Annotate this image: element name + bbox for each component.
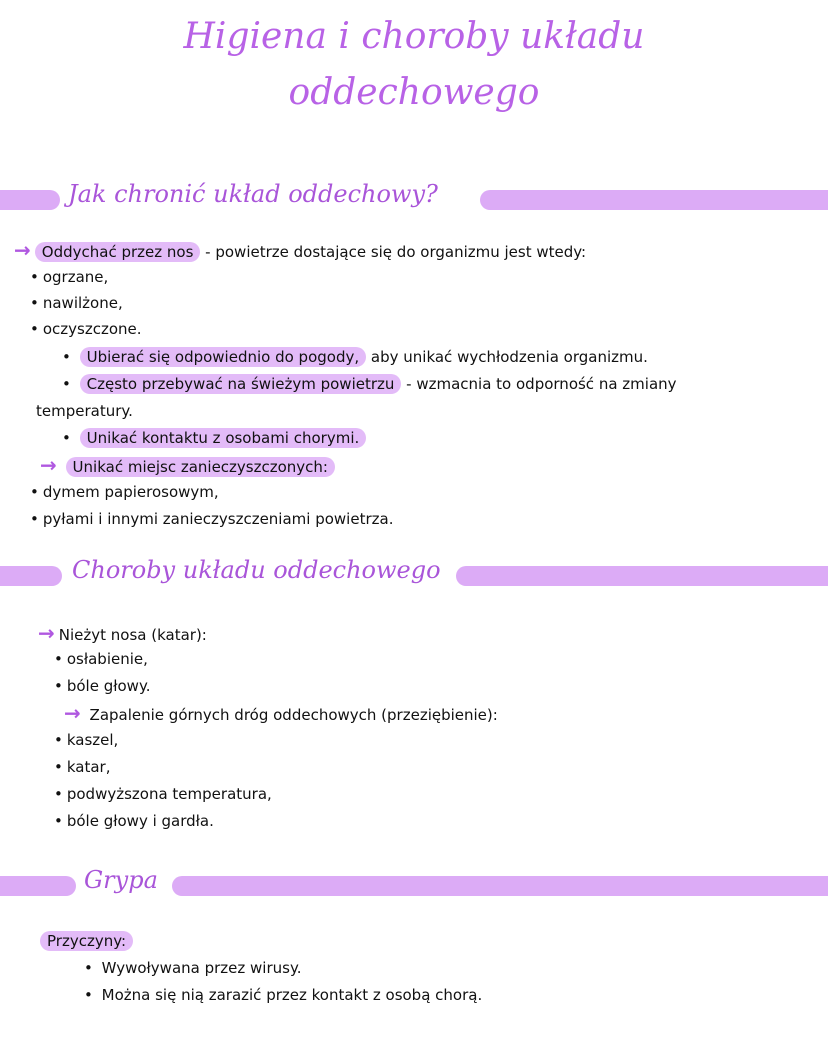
arrow-icon: →	[64, 701, 81, 725]
list-item: • Wywoływana przez wirusy.	[84, 959, 302, 977]
line-air: • Często przebywać na świeżym powietrzu - wzmacnia to odporność na zmiany	[62, 375, 677, 393]
arrow-icon: →	[38, 621, 55, 645]
list-item: • Można się nią zarazić przez kontakt z osobą chorą.	[84, 986, 483, 1004]
section-bar-right	[480, 190, 828, 210]
list-item: • podwyższona temperatura,	[54, 785, 272, 803]
arrow-icon: →	[40, 453, 57, 477]
highlight: Oddychać przez nos	[35, 242, 201, 262]
line-nose	[14, 239, 586, 263]
list-item: • pyłami i innymi zanieczyszczeniami powietrza.	[30, 510, 394, 528]
list-item: • kaszel,	[54, 731, 119, 749]
list-item: • oczyszczone.	[30, 320, 142, 338]
list-item: • bóle głowy i gardła.	[54, 812, 214, 830]
line-contact: • Unikać kontaktu z osobami chorymi.	[62, 427, 366, 449]
list-item: • dymem papierosowym,	[30, 483, 219, 501]
highlight: Często przebywać na świeżym powietrzu	[80, 374, 402, 394]
section-bar-left	[0, 876, 76, 896]
section-heading-flu: Grypa	[84, 866, 158, 894]
page-title-line1: Higiena i choroby układu	[183, 16, 645, 57]
section-bar-right	[456, 566, 828, 586]
page-title-line2: oddechowego	[288, 72, 540, 113]
highlight: Unikać miejsc zanieczyszczonych:	[66, 457, 335, 477]
highlight: Unikać kontaktu z osobami chorymi.	[80, 428, 367, 448]
list-item: • ogrzane,	[30, 268, 109, 286]
arrow-icon: →	[14, 238, 31, 262]
highlight: Ubierać się odpowiednio do pogody,	[80, 347, 366, 367]
section-bar-left	[0, 566, 62, 586]
line-polluted	[40, 454, 335, 478]
text: - powietrze dostające się do organizmu jest wtedy:	[205, 243, 587, 261]
section-bar-right	[172, 876, 828, 896]
section-heading-diseases: Choroby układu oddechowego	[72, 556, 441, 584]
line-dress: • Ubierać się odpowiednio do pogody, aby unikać wychłodzenia organizmu.	[62, 348, 648, 366]
line-air-cont: temperatury.	[36, 402, 133, 420]
list-item: • nawilżone,	[30, 294, 123, 312]
causes-label: Przyczyny:	[40, 930, 133, 952]
line-katar: → Nieżyt nosa (katar):	[38, 621, 207, 645]
line-cold: → Zapalenie górnych dróg oddechowych (przeziębienie):	[64, 701, 498, 725]
list-item: • bóle głowy.	[54, 677, 151, 695]
section-bar-left	[0, 190, 60, 210]
list-item: • katar,	[54, 758, 111, 776]
list-item: • osłabienie,	[54, 650, 148, 668]
section-heading-protect: Jak chronić układ oddechowy?	[68, 180, 438, 208]
